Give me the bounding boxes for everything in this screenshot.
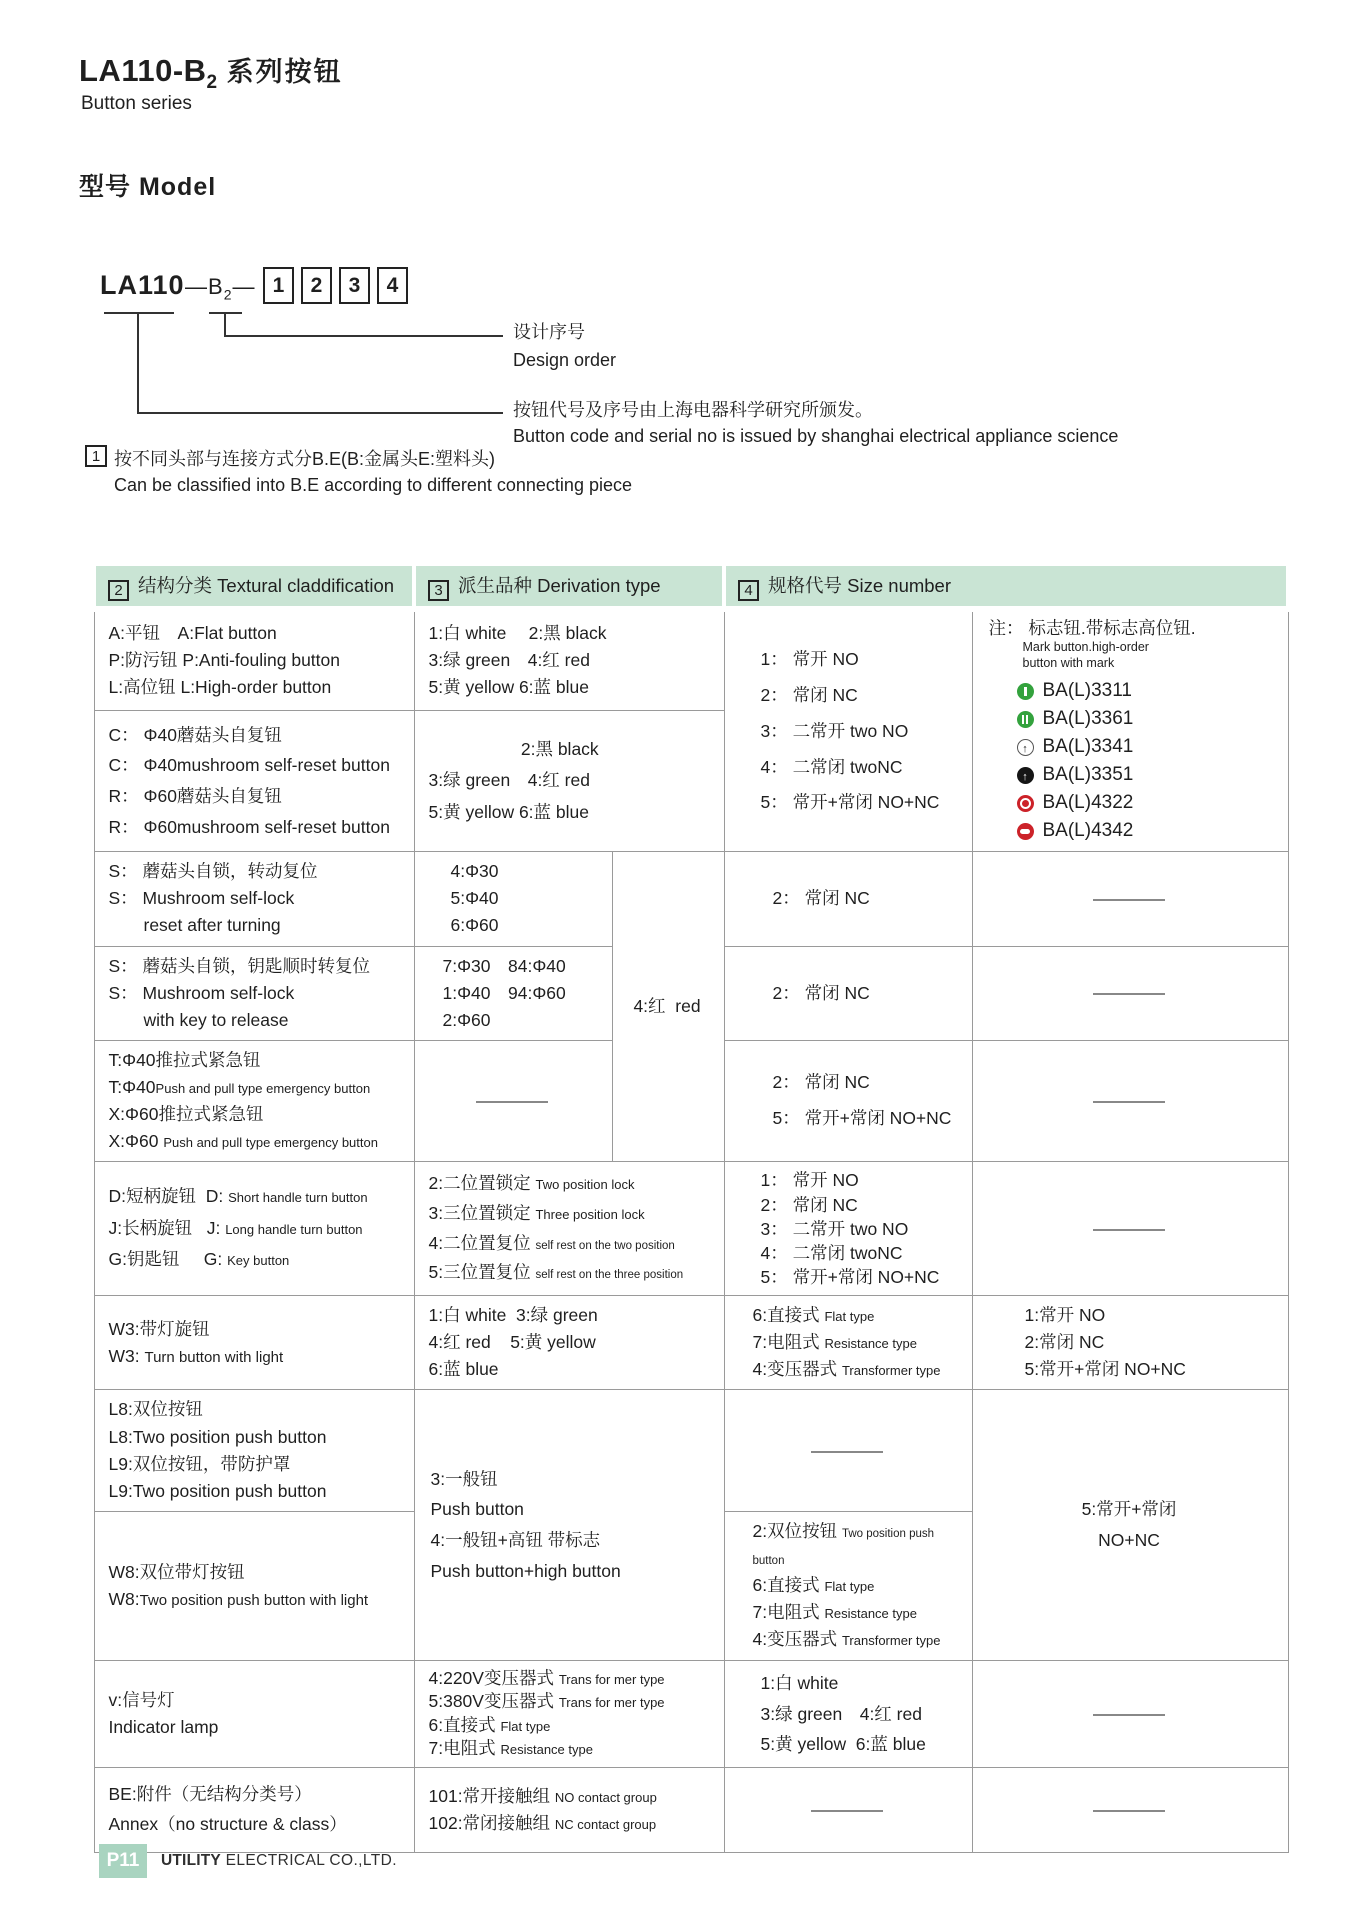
dash-placeholder (1093, 993, 1165, 995)
cell-contacts-turn: 1： 常开 NO 2： 常闭 NC 3： 二常开 two NO 4： 二常闭 twoNC 5： 常开+常闭 NO+NC (724, 1162, 972, 1296)
cell-structure-emergency: T:Φ40推拉式紧急钮 T:Φ40Push and pull type emergency button X:Φ60推拉式紧急钮 X:Φ60 Push and pull type emergency button (94, 1040, 414, 1162)
cell-dash-5 (724, 1390, 972, 1512)
table-row (94, 1390, 1288, 1512)
design-order-label-zh: 设计序号 (513, 322, 585, 342)
cell-dash-7 (724, 1768, 972, 1853)
mark-button-item (1017, 817, 1282, 845)
dash-placeholder (476, 1101, 548, 1103)
mark-button-code: BA(L)3351 (1042, 764, 1134, 786)
cell-types-w3: 6:直接式 Flat type 7:电阻式 Resistance type 4:变压器式 Transformer type (724, 1296, 972, 1390)
numbox-2: 2 (108, 580, 129, 601)
dash-placeholder (1093, 1101, 1165, 1103)
leader-stem-b2 (224, 312, 226, 335)
dash-placeholder (811, 1810, 883, 1812)
col-header-structure: 2 结构分类 Textural claddification (94, 564, 414, 609)
leader-horizontal-design (224, 335, 503, 337)
cell-dash-4 (972, 1162, 1288, 1296)
cell-contacts-nonc: 5:常开+常闭 NO+NC (972, 1390, 1288, 1660)
cell-structure-w3: W3:带灯旋钮 W3: Turn button with light (94, 1296, 414, 1390)
cell-dash-derivation (414, 1040, 612, 1162)
table-row (94, 1296, 1288, 1390)
cell-dash-1 (972, 852, 1288, 946)
ba-green-two-icon (1017, 711, 1034, 728)
digit-box-1: 1 (263, 267, 294, 304)
cell-sizes-key: 7:Φ30 84:Φ40 1:Φ40 94:Φ60 2:Φ60 (414, 946, 612, 1040)
cell-structure-mushroom-reset: C： Φ40蘑菇头自复钮 C： Φ40mushroom self-reset button R： Φ60蘑菇头自复钮 R： Φ60mushroom self-reset button (94, 710, 414, 851)
cell-push-buttons: 3:一般钮 Push button 4:一般钮+高钮 带标志 Push button+high button (414, 1390, 724, 1660)
cell-dash-8 (972, 1768, 1288, 1853)
button-code-label-en: Button code and serial no is issued by shanghai electrical appliance science (513, 426, 1119, 446)
dash-placeholder (1093, 1810, 1165, 1812)
cell-contact-nc-1: 2： 常闭 NC (724, 852, 972, 946)
cell-contacts-full: 1： 常开 NO 2： 常闭 NC 3： 二常开 two NO 4： 二常闭 twoNC 5： 常开+常闭 NO+NC (724, 609, 972, 852)
numbox-3: 3 (428, 580, 449, 601)
cell-colors-lamp: 1:白 white 3:绿 green 4:红 red 5:黄 yellow 6:蓝 blue (724, 1660, 972, 1768)
col-header-derivation: 3 派生品种 Derivation type (414, 564, 724, 609)
mark-button-code: BA(L)4342 (1042, 820, 1134, 842)
spec-table (92, 562, 1290, 1853)
cell-structure-l8-l9: L8:双位按钮 L8:Two position push button L9:双位按钮，带防护罩 L9:Two position push button (94, 1390, 414, 1512)
model-heading: 型号 Model (79, 173, 217, 201)
cell-types-lamp: 4:220V变压器式 Trans for mer type 5:380V变压器式 Trans for mer type 6:直接式 Flat type 7:电阻式 Resistance type (414, 1660, 724, 1768)
cell-contacts-nc-nonc: 2： 常闭 NC 5： 常开+常闭 NO+NC (724, 1040, 972, 1162)
page-subtitle: Button series (81, 93, 192, 114)
mark-button-list (1017, 677, 1282, 845)
button-code-label-zh: 按钮代号及序号由上海电器科学研究所颁发。 (513, 400, 873, 420)
table-row (94, 852, 1288, 946)
cell-dash-2 (972, 946, 1288, 1040)
design-order-label-en: Design order (513, 350, 617, 370)
ba-arrow-solid-icon (1017, 767, 1034, 784)
company-name: UTILITY ELECTRICAL CO.,LTD. (161, 1852, 397, 1869)
digit-box-4: 4 (377, 267, 408, 304)
cell-structure-turn-buttons: D:短柄旋钮 D: Short handle turn button J:长柄旋钮 J: Long handle turn button G:钥匙钮 G: Key button (94, 1162, 414, 1296)
dash-placeholder (1093, 1714, 1165, 1716)
cell-contact-groups: 101:常开接触组 NO contact group 102:常闭接触组 NC contact group (414, 1768, 724, 1853)
mark-note-sub1: Mark button.high-order (1022, 639, 1149, 654)
table-row (94, 1660, 1288, 1768)
note-1-text-zh: 按不同头部与连接方式分B.E(B:金属头E:塑料头) (114, 449, 496, 469)
table-row (94, 1768, 1288, 1853)
model-digit-boxes (263, 267, 408, 304)
mark-note-sub2: button with mark (1022, 655, 1115, 670)
mark-button-code: BA(L)3311 (1042, 680, 1132, 702)
mark-note-head: 注： 标志钮.带标志高位钮. (988, 618, 1196, 638)
cell-dash-3 (972, 1040, 1288, 1162)
cell-colors-w3: 1:白 white 3:绿 green 4:红 red 5:黄 yellow 6:蓝 blue (414, 1296, 724, 1390)
cell-contacts-w3: 1:常开 NO 2:常闭 NC 5:常开+常闭 NO+NC (972, 1296, 1288, 1390)
leader-stem-la110 (137, 312, 139, 412)
cell-position-locks: 2:二位置锁定 Two position lock 3:三位置锁定 Three position lock 4:二位置复位 self rest on the two position 5:三位置复位 self rest on the three position (414, 1162, 724, 1296)
model-base-code: LA110 (100, 270, 185, 300)
spec-table-wrap (92, 562, 1290, 1853)
header-row (94, 564, 1288, 609)
page-title: $LA110-B_2$ 系列按钮 (79, 53, 343, 94)
cell-sizes-small: 4:Φ30 5:Φ40 6:Φ60 (414, 852, 612, 946)
leader-under-la110 (104, 312, 174, 314)
mark-button-code: BA(L)3341 (1042, 736, 1134, 758)
cell-structure-flat-buttons: A:平钮 A:Flat button P:防污钮 P:Anti-fouling button L:高位钮 L:High-order button (94, 609, 414, 710)
digit-box-3: 3 (339, 267, 370, 304)
note-1-numbox: 1 (85, 445, 107, 467)
mark-button-item (1017, 761, 1282, 789)
leader-horizontal-code (137, 412, 503, 414)
dash-placeholder (1093, 899, 1165, 901)
cell-structure-w8: W8:双位带灯按钮 W8:Two position push button with light (94, 1511, 414, 1660)
ba-arrow-outline-icon (1017, 739, 1034, 756)
model-b2-segment: $—B_2—$ (185, 274, 256, 303)
numbox-4: 4 (738, 580, 759, 601)
cell-dash-6 (972, 1660, 1288, 1768)
cell-contact-nc-2: 2： 常闭 NC (724, 946, 972, 1040)
cell-mark-note (972, 609, 1288, 852)
col-header-size: 4 规格代号 Size number (724, 564, 1288, 609)
cell-structure-selflock-key: S： 蘑菇头自锁，钥匙顺时转复位 S： Mushroom self-lock with key to release (94, 946, 414, 1040)
mark-button-code: BA(L)4322 (1042, 792, 1134, 814)
cell-types-w8: 2:双位按钮 Two position push button 6:直接式 Flat type 7:电阻式 Resistance type 4:变压器式 Transformer type (724, 1511, 972, 1660)
mark-button-item (1017, 677, 1282, 705)
note-1-text-en: Can be classified into B.E according to different connecting piece (114, 475, 632, 495)
mark-button-item (1017, 705, 1282, 733)
table-row (94, 609, 1288, 710)
table-row (94, 1162, 1288, 1296)
cell-structure-selflock-turn: S： 蘑菇头自锁，转动复位 S： Mushroom self-lock reset after turning (94, 852, 414, 946)
digit-box-2: 2 (301, 267, 332, 304)
cell-colors-no-white: 2:黑 black 3:绿 green 4:红 red 5:黄 yellow 6:蓝 blue (414, 710, 724, 851)
cell-structure-lamp: v:信号灯 Indicator lamp (94, 1660, 414, 1768)
cell-structure-annex: BE:附件（无结构分类号） Annex（no structure & class） (94, 1768, 414, 1853)
dash-placeholder (811, 1451, 883, 1453)
ba-ring-icon (1017, 795, 1034, 812)
cell-colors-full: 1:白 white 2:黑 black 3:绿 green 4:红 red 5:黄 yellow 6:蓝 blue (414, 609, 724, 710)
mark-button-item (1017, 733, 1282, 761)
ba-green-one-icon (1017, 683, 1034, 700)
page-number-badge: P11 (99, 1844, 147, 1878)
mark-button-item (1017, 789, 1282, 817)
cell-color-red: 4:红 red (612, 852, 724, 1162)
mark-button-code: BA(L)3361 (1042, 708, 1134, 730)
dash-placeholder (1093, 1229, 1165, 1231)
ba-stop-icon (1017, 823, 1034, 840)
